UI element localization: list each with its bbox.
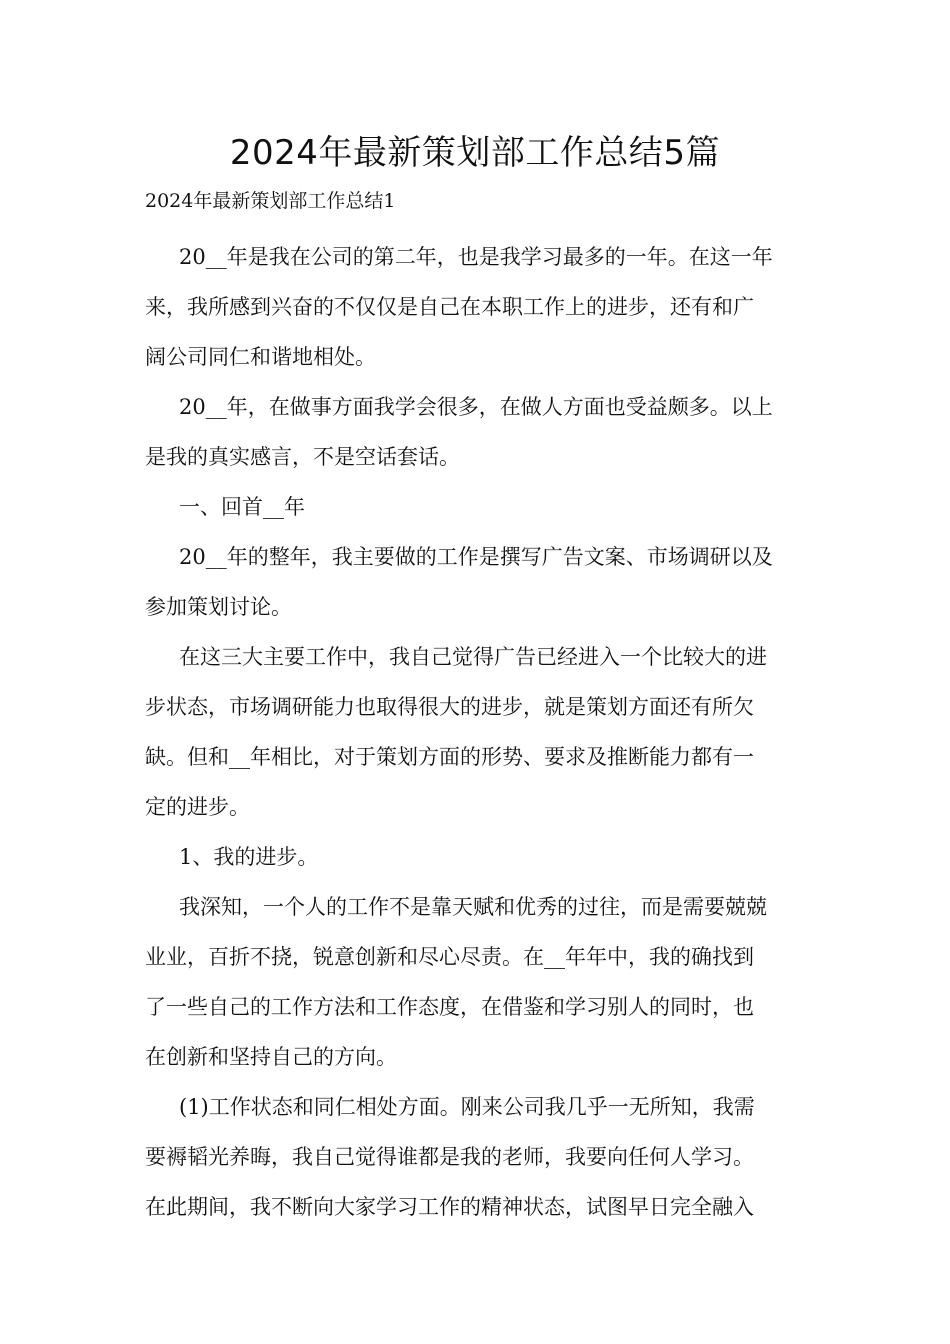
paragraph-line: 20__年，在做事方面我学会很多，在做人方面也受益颇多。以上 — [179, 395, 773, 419]
paragraph-line: 我深知，一个人的工作不是靠天赋和优秀的过往，而是需要兢兢 — [179, 895, 767, 919]
section-heading: 一、回首__年 — [179, 495, 305, 519]
document-title: 2024年最新策划部工作总结5篇 — [229, 133, 721, 173]
paragraph-line: 在创新和坚持自己的方向。 — [145, 1045, 397, 1069]
paragraph-line: 业业，百折不挠，锐意创新和尽心尽责。在__年年中，我的确找到 — [145, 945, 754, 969]
paragraph-line: 在这三大主要工作中，我自己觉得广告已经进入一个比较大的进 — [179, 645, 767, 669]
paragraph-line: 了一些自己的工作方法和工作态度，在借鉴和学习别人的同时，也 — [145, 995, 754, 1019]
paragraph-line: 阔公司同仁和谐地相处。 — [145, 345, 376, 369]
paragraph-line: 要褥韬光养晦，我自己觉得谁都是我的老师，我要向任何人学习。 — [145, 1145, 754, 1169]
document-subtitle: 2024年最新策划部工作总结1 — [145, 190, 396, 212]
paragraph-line: 20__年是我在公司的第二年，也是我学习最多的一年。在这一年 — [179, 245, 773, 269]
paragraph-line: 来，我所感到兴奋的不仅仅是自己在本职工作上的进步，还有和广 — [145, 295, 754, 319]
paragraph-line: 定的进步。 — [145, 795, 250, 819]
paragraph-line: 参加策划讨论。 — [145, 595, 292, 619]
paragraph-line: 20__年的整年，我主要做的工作是撰写广告文案、市场调研以及 — [179, 545, 773, 569]
subsection-heading: 1、我的进步。 — [179, 845, 319, 869]
paragraph-line: (1)工作状态和同仁相处方面。刚来公司我几乎一无所知，我需 — [179, 1095, 755, 1119]
paragraph-line: 缺。但和__年相比，对于策划方面的形势、要求及推断能力都有一 — [145, 745, 754, 769]
paragraph-line: 步状态，市场调研能力也取得很大的进步，就是策划方面还有所欠 — [145, 695, 754, 719]
paragraph-line: 在此期间，我不断向大家学习工作的精神状态，试图早日完全融入 — [145, 1195, 754, 1219]
document-body — [145, 232, 807, 1232]
paragraph-line: 是我的真实感言，不是空话套话。 — [145, 445, 460, 469]
